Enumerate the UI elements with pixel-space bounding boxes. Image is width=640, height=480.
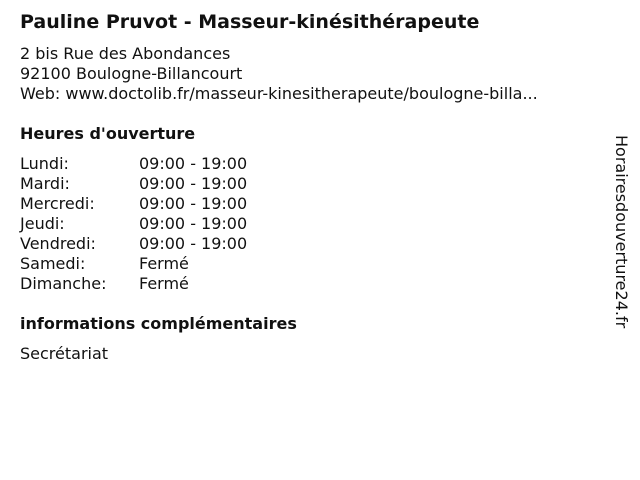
day-label: Vendredi:: [20, 234, 96, 253]
day-hours: 09:00 - 19:00: [139, 234, 248, 253]
day-label: Dimanche:: [20, 274, 107, 293]
opening-hours-heading: Heures d'ouverture: [20, 124, 196, 143]
hours-row-sunday: [20, 274, 280, 294]
hours-row-friday: [20, 234, 280, 254]
day-hours: Fermé: [139, 274, 189, 293]
day-hours: 09:00 - 19:00: [139, 154, 248, 173]
day-label: Mardi:: [20, 174, 70, 193]
hours-row-wednesday: [20, 194, 280, 214]
additional-info-text: Secrétariat: [20, 344, 109, 363]
day-label: Samedi:: [20, 254, 86, 273]
day-hours: 09:00 - 19:00: [139, 174, 248, 193]
additional-info-heading: informations complémentaires: [20, 314, 297, 333]
address-city: 92100 Boulogne-Billancourt: [20, 64, 243, 83]
day-hours: Fermé: [139, 254, 189, 273]
address-block: [20, 44, 538, 104]
hours-row-thursday: [20, 214, 280, 234]
hours-row-tuesday: [20, 174, 280, 194]
day-hours: 09:00 - 19:00: [139, 214, 248, 233]
page-title: Pauline Pruvot - Masseur-kinésithérapeute: [20, 11, 480, 33]
site-watermark: Horairesdouverture24.fr: [612, 135, 631, 329]
day-label: Mercredi:: [20, 194, 95, 213]
day-hours: 09:00 - 19:00: [139, 194, 248, 213]
website-line[interactable]: Web: www.doctolib.fr/masseur-kinesitherapeute/boulogne-billa...: [20, 84, 538, 103]
hours-row-monday: [20, 154, 280, 174]
address-street: 2 bis Rue des Abondances: [20, 44, 231, 63]
day-label: Lundi:: [20, 154, 69, 173]
hours-row-saturday: [20, 254, 280, 274]
opening-hours-table: [20, 154, 280, 294]
day-label: Jeudi:: [20, 214, 65, 233]
